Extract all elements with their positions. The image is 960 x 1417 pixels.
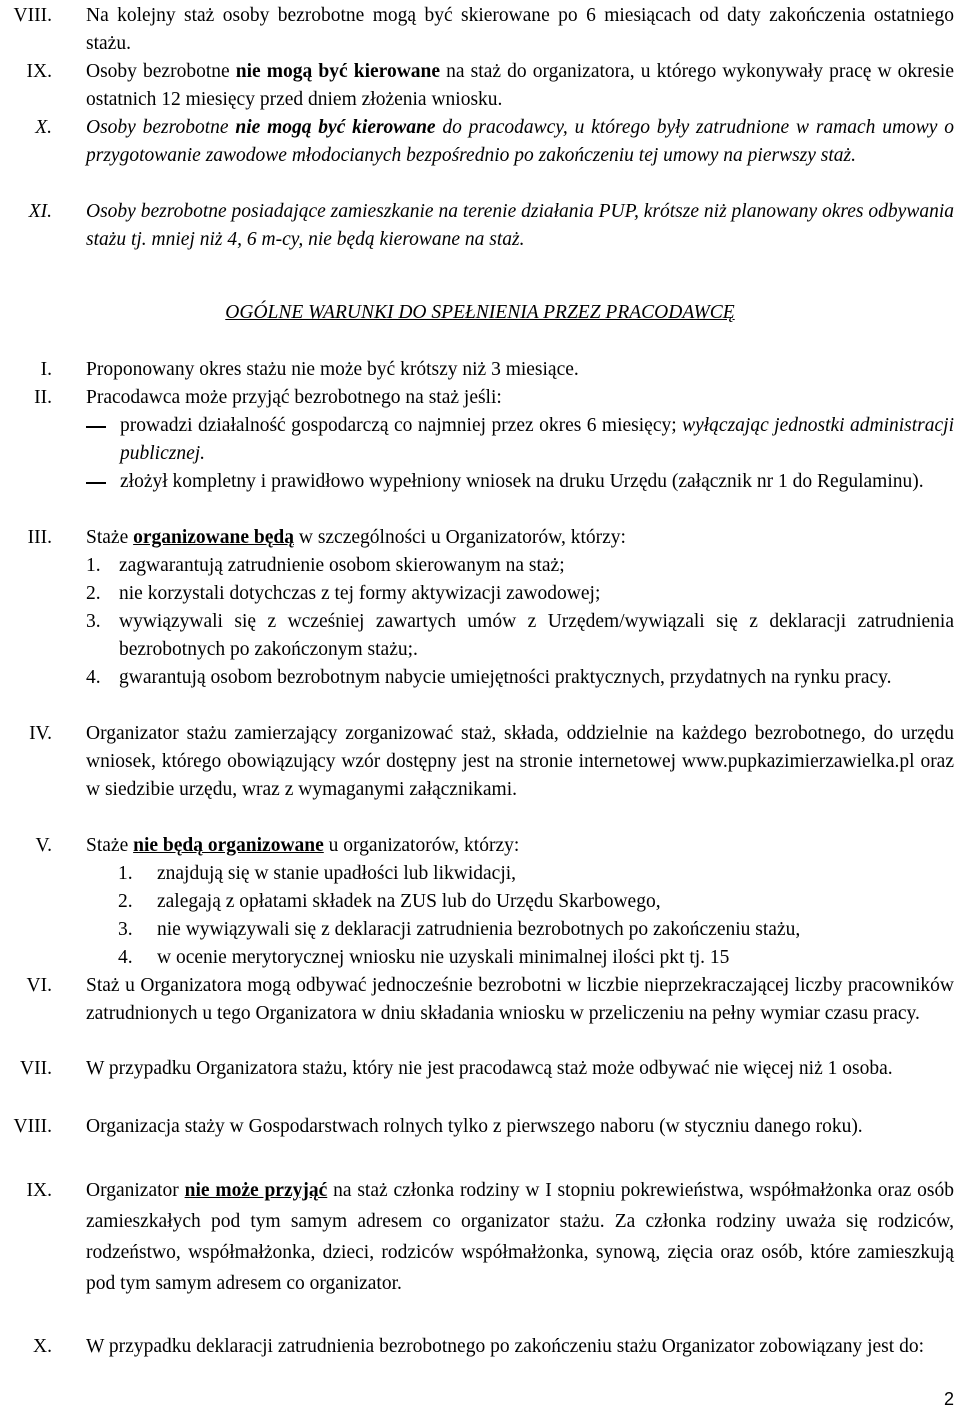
item-number: III.: [27, 527, 52, 548]
subitem-text: nie korzystali dotychczas z tej formy aktywizacji zawodowej;: [119, 583, 601, 604]
item-text: W przypadku deklaracji zatrudnienia bezrobotnego po zakończeniu stażu Organizator zobowiązany jest do:: [86, 1336, 924, 1357]
item-number: II.: [34, 387, 52, 408]
item-text: Na kolejny staż osoby bezrobotne mogą być skierowane po 6 miesiącach od daty zakończenia ostatniego stażu.: [86, 5, 954, 54]
emphasis-phrase: organizowane będą: [133, 527, 294, 548]
subitem-text: zalegają z opłatami składek na ZUS lub do Urzędu Skarbowego,: [157, 891, 661, 912]
bold-phrase: nie mogą być kierowane: [235, 61, 441, 82]
emphasis-phrase: nie może przyjąć: [184, 1180, 328, 1201]
subitem-number: 3.: [86, 611, 101, 632]
subitem-text: wywiązywali się z wcześniej zawartych umów z Urzędem/wywiązali się z deklaracji zatrudnienia bezrobotnych po zakończonym stażu;.: [119, 611, 954, 660]
item-text: Proponowany okres stażu nie może być krótszy niż 3 miesiące.: [86, 359, 579, 380]
item-text: W przypadku Organizatora stażu, który nie jest pracodawcą staż może odbywać nie więcej niż 1 osoba.: [86, 1058, 893, 1079]
item-text: Osoby bezrobotne nie mogą być kierowane na staż do organizatora, u którego wykonywały pracę w okresie ostatnich 12 miesięcy przed dniem złożenia wniosku.: [86, 61, 954, 110]
section-heading: OGÓLNE WARUNKI DO SPEŁNIENIA PRZEZ PRACODAWCĘ: [225, 302, 735, 323]
item-number: IX.: [26, 61, 52, 82]
subitem-text: zagwarantują zatrudnienie osobom skierowanym na staż;: [119, 555, 565, 576]
item-text: Pracodawca może przyjąć bezrobotnego na staż jeśli:: [86, 387, 502, 408]
item-number: IX.: [26, 1180, 52, 1201]
item-number: VII.: [20, 1058, 52, 1079]
subitem-number: 3.: [118, 919, 133, 940]
item-number: XI.: [28, 201, 52, 222]
item-text: Osoby bezrobotne posiadające zamieszkanie na terenie działania PUP, krótsze niż planowany okres odbywania stażu tj. mniej niż 4, 6 m-cy, nie będą kierowane na staż.: [86, 201, 954, 250]
item-text: Staże nie będą organizowane u organizatorów, którzy:: [86, 835, 520, 856]
subitem-number: 1.: [86, 555, 101, 576]
item-text: Staż u Organizatora mogą odbywać jednocześnie bezrobotni w liczbie nieprzekraczającej liczby pracowników zatrudnionych u tego Organizatora w dniu składania wniosku w przeliczeniu na pełny wymiar czasu pracy.: [86, 975, 954, 1024]
subitem-number: 1.: [118, 863, 133, 884]
item-text: złożył kompletny i prawidłowo wypełniony wniosek na druku Urzędu (załącznik nr 1 do Regulaminu).: [120, 471, 924, 492]
item-number: VI.: [26, 975, 52, 996]
subitem-text: znajdują się w stanie upadłości lub likwidacji,: [157, 863, 517, 884]
subitem-text: gwarantują osobom bezrobotnym nabycie umiejętności praktycznych, przydatnych na rynku pracy.: [119, 667, 892, 688]
item-number: X.: [33, 1336, 52, 1357]
item-number: VIII.: [13, 1116, 52, 1137]
subitem-text: nie wywiązywali się z deklaracji zatrudnienia bezrobotnych po zakończeniu stażu,: [157, 919, 801, 940]
item-text: prowadzi działalność gospodarczą co najmniej przez okres 6 miesięcy; wyłączając jednostki administracji publicznej.: [120, 415, 954, 464]
item-text: Organizator stażu zamierzający zorganizować staż, składa, oddzielnie na każdego bezrobotnego, do urzędu wniosek, którego obowiązujący wzór dostępny jest na stronie internetowej www.pupkazimierzawielka.pl oraz w siedzibie urzędu, wraz z wymaganymi załącznikami.: [86, 723, 954, 800]
item-number: V.: [35, 835, 52, 856]
subitem-number: 2.: [118, 891, 133, 912]
subitem-number: 4.: [86, 667, 101, 688]
subitem-number: 4.: [118, 947, 133, 968]
subitem-text: w ocenie merytorycznej wniosku nie uzyskali minimalnej ilości pkt tj. 15: [157, 947, 730, 968]
subitem-number: 2.: [86, 583, 101, 604]
emphasis-phrase: nie będą organizowane: [133, 835, 324, 856]
item-text: Organizacja staży w Gospodarstwach rolnych tylko z pierwszego naboru (w styczniu danego roku).: [86, 1116, 863, 1137]
item-text: Staże organizowane będą w szczególności u Organizatorów, którzy:: [86, 527, 626, 548]
page-number: 2: [943, 1389, 954, 1409]
item-text: Organizator nie może przyjąć na staż członka rodziny w I stopniu pokrewieństwa, współmałżonka oraz osób zamieszkałych pod tym samym adresem co organizator stażu. Za członka rodziny uważa się rodziców, rodzeństwo, współmałżonka, dzieci, rodziców współmałżonka, synową, zięcia oraz osób, które zamieszkują pod tym samym adresem co organizator.: [86, 1180, 954, 1294]
item-number: I.: [40, 359, 52, 380]
item-number: IV.: [29, 723, 52, 744]
item-text: Osoby bezrobotne nie mogą być kierowane do pracodawcy, u którego były zatrudnione w ramach umowy o przygotowanie zawodowe młodocianych bezpośrednio po zakończeniu tej umowy na pierwszy staż.: [86, 117, 954, 166]
item-number: VIII.: [13, 5, 52, 26]
item-number: X.: [35, 117, 52, 138]
bold-phrase: nie mogą być kierowane: [235, 117, 436, 138]
